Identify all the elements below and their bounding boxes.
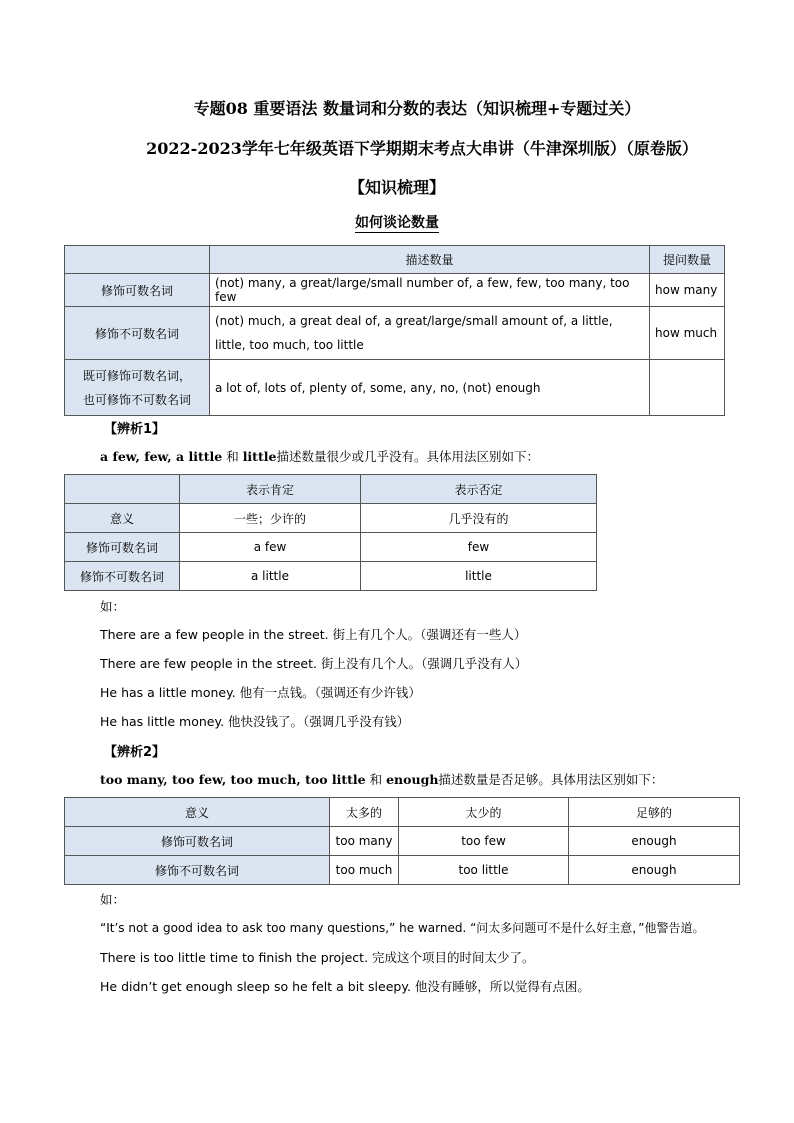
section-heading: 【知识梳理】: [348, 178, 445, 197]
subheading: 如何谈论数量: [355, 215, 439, 231]
example-sentence: There are few people in the street. 街上没有几个人。（强调几乎没有人）: [100, 656, 528, 671]
table-header: 太少的: [399, 798, 569, 827]
table-cell: too little: [399, 856, 569, 885]
table-cell: how many: [650, 274, 725, 307]
table-cell: few: [361, 533, 597, 562]
row-label: 修饰可数名词: [65, 274, 210, 307]
too-enough-table: [64, 797, 740, 885]
quantity-table: [64, 245, 725, 416]
row-label: 意义: [65, 504, 180, 533]
document-subtitle: 2022-2023学年七年级英语下学期期末考点大串讲（牛津深圳版）（原卷版）: [146, 139, 698, 158]
table-header: 足够的: [569, 798, 740, 827]
table-header: 太多的: [330, 798, 399, 827]
example-sentence: He didn’t get enough sleep so he felt a bit sleepy. 他没有睡够，所以觉得有点困。: [100, 979, 590, 994]
table-cell: [650, 360, 725, 416]
analysis-label: 【辨析2】: [104, 745, 166, 760]
example-sentence: There is too little time to finish the project. 完成这个项目的时间太少了。: [100, 950, 535, 965]
example-sentence: He has a little money. 他有一点钱。（强调还有少许钱）: [100, 685, 421, 700]
table-cell: a little: [180, 562, 361, 591]
example-label: 如：: [100, 599, 126, 614]
table-cell: (not) many, a great/large/small number of, a few, few, too many, too few: [210, 274, 650, 307]
table-cell: enough: [569, 827, 740, 856]
row-label: 修饰不可数名词: [65, 307, 210, 360]
table-cell: a lot of, lots of, plenty of, some, any, no, (not) enough: [210, 360, 650, 416]
table-cell: little: [361, 562, 597, 591]
table-cell: a few: [180, 533, 361, 562]
table-cell: too much: [330, 856, 399, 885]
table-header-desc: 描述数量: [210, 246, 650, 274]
table-header: 表示肯定: [180, 475, 361, 504]
table-cell: 一些；少许的: [180, 504, 361, 533]
table-header-ask: 提问数量: [650, 246, 725, 274]
row-label: 修饰可数名词: [65, 827, 330, 856]
row-label: 修饰不可数名词: [65, 856, 330, 885]
analysis-intro: too many, too few, too much, too little 和 enough描述数量是否足够。具体用法区别如下：: [100, 772, 664, 787]
example-sentence: “It’s not a good idea to ask too many questions,” he warned. “问太多问题可不是什么好主意，”他警告道。: [100, 921, 705, 935]
table-cell: how much: [650, 307, 725, 360]
table-cell: (not) much, a great deal of, a great/large/small amount of, a little, little, too much, too little: [210, 307, 650, 360]
table-header-empty: [65, 246, 210, 274]
example-sentence: He has little money. 他快没钱了。（强调几乎没有钱）: [100, 714, 410, 729]
few-little-table: [64, 474, 597, 591]
analysis-intro: a few, few, a little 和 little描述数量很少或几乎没有。具体用法区别如下：: [100, 449, 539, 464]
table-header-empty: [65, 475, 180, 504]
row-label: 修饰可数名词: [65, 533, 180, 562]
table-cell: enough: [569, 856, 740, 885]
row-label: 既可修饰可数名词， 也可修饰不可数名词: [65, 360, 210, 416]
table-header: 意义: [65, 798, 330, 827]
table-cell: 几乎没有的: [361, 504, 597, 533]
row-label: 修饰不可数名词: [65, 562, 180, 591]
table-cell: too many: [330, 827, 399, 856]
document-title: 专题08 重要语法 数量词和分数的表达（知识梳理+专题过关）: [193, 99, 641, 118]
example-label: 如：: [100, 892, 126, 907]
example-sentence: There are a few people in the street. 街上有几个人。（强调还有一些人）: [100, 627, 527, 642]
analysis-label: 【辨析1】: [104, 422, 166, 437]
table-cell: too few: [399, 827, 569, 856]
table-header: 表示否定: [361, 475, 597, 504]
